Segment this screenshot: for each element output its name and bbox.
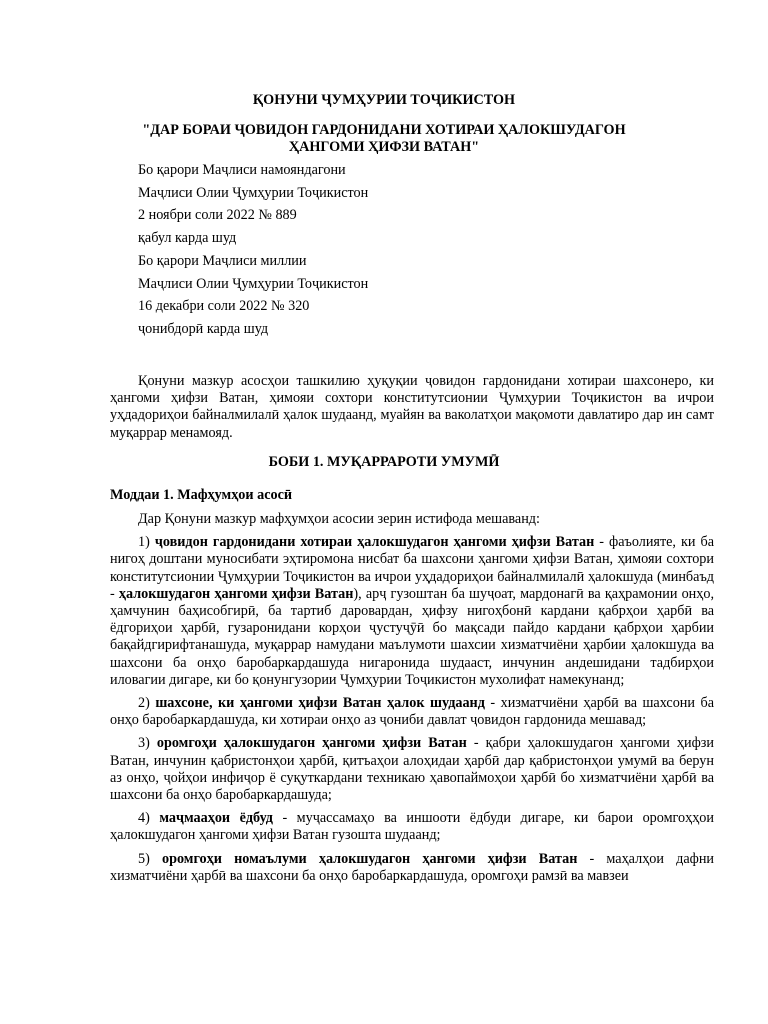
definition-number: 4): [138, 810, 150, 827]
law-title: ҚОНУНИ ҶУМҲУРИИ ТОҶИКИСТОН: [252, 92, 516, 108]
law-subtitle: "ДАР БОРАИ ҶОВИДОН ГАРДОНИДАНИ ХОТИРАИ ҲАЛОКШУДАГОН ҲАНГОМИ ҲИФЗИ ВАТАН": [142, 122, 626, 156]
definition-item: [110, 810, 714, 844]
definition-item: [110, 695, 714, 729]
definition-text: ), арҷ гузоштан ба шуҷоат, мардонагӣ ва қаҳрамонии онҳо, ҳамчунин баҳисобгирӣ, ба тартиб даровардан, ҳифзу нигоҳбонӣ кардани қабрҳои ҳарбӣ ва ёдгориҳои ҳарбӣ, гузаронидани корҳои ҷустуҷӯӣ бо мақсади пайдо кардани қабрҳои ҳарбии бақайдгирифтанашуда, муқаррар намудани маълумоти шахсии хизматчиёни ҳарбии ҳалокшуда ва шахсони ба онҳо баробаркардашуда нигаронида шудааст, инчунин андешидани тадбирҳои иловагии дигаре, ки бо қонунгузории Ҷумҳурии Тоҷикистон мухолифат намекунанд;: [110, 585, 714, 688]
article-heading: Моддаи 1. Мафҳумҳои асосӣ: [110, 487, 293, 503]
definition-text: - маҳалҳои дафни хизматчиёни ҳарбӣ ва шахсони ба онҳо баробаркардашуда, оромгоҳи рамзӣ ва мавзеи: [110, 850, 715, 884]
preamble-text: Қонуни мазкур асосҳои ташкилию ҳуқуқии ҷовидон гардонидани хотираи шахсонеро, ки ҳангоми ҳифзи Ватан, ҳимояи сохтори конститутсионии Ҷумҳурии Тоҷикистон ва ичрои уҳдадориҳои байналмилалӣ ҳалок шудаанд, муайян ва ваколатҳои мақомоти давлатиро дар ин самт муқаррар менамояд.: [110, 373, 714, 441]
adoption-line: Маҷлиси Олии Ҷумҳурии Тоҷикистон: [138, 275, 369, 292]
adoption-line: қабул карда шуд: [138, 230, 237, 247]
definition-item: [110, 534, 714, 689]
definition-text: - муҷассамаҳо ва иншооти ёдбуди дигаре, ки барои оромгоҳҳои ҳалокшудагон ҳангоми ҳифзи Ватан гузошта шудаанд;: [110, 810, 714, 844]
definition-text: - қабри ҳалокшудагон ҳангоми ҳифзи Ватан, инчунин қабристонҳои ҳарбӣ, қитъаҳои алоҳидаи ҳарбӣ дар қабристонҳои умумӣ ва берун аз онҳо, ҷойҳои инфиҷор ё суқуткардани техникаю ҳавопаймоҳои ҳарбӣ бо хизматчиёни ҳарбӣ ва шахсони ба онҳо баробаркардашуда;: [110, 735, 714, 804]
adoption-line: Маҷлиси Олии Ҷумҳурии Тоҷикистон: [138, 184, 369, 201]
definition-number: 2): [138, 695, 150, 712]
definition-text: - фаъолияте, ки ба нигоҳ доштани муносибати эҳтиромона нисбат ба шахсони ҳангоми ҳифзи Ватан, ҳимояи сохтори конститутсионии Ҷумҳурии Тоҷикистон ва ичрои уҳдадориҳои байналмилалӣ ҳалокшуда (минбаъд -: [110, 534, 715, 602]
adoption-line: Бо қарори Маҷлиси намояндагони: [138, 162, 346, 178]
article-body: [110, 511, 714, 891]
definition-term: ҷовидон гардонидани хотираи ҳалокшудагон ҳангоми ҳифзи Ватан: [154, 534, 595, 551]
definition-term: оромгоҳи номаълуми ҳалокшудагон ҳангоми ҳифзи Ватан: [162, 850, 578, 867]
definition-term: шахсоне, ки ҳангоми ҳифзи Ватан ҳалок шудаанд: [155, 695, 485, 712]
definition-text: - хизматчиёни ҳарбӣ ва шахсони ба онҳо баробаркардашуда, ки хотираи онҳо аз ҷониби давлат ҷовидон гардонида мешавад;: [110, 695, 714, 729]
adoption-block: [138, 162, 698, 344]
adoption-line: 2 ноябри соли 2022 № 889: [138, 207, 297, 224]
definition-number: 1): [138, 534, 150, 551]
definition-inner-term: ҳалокшудагон ҳангоми ҳифзи Ватан: [118, 585, 354, 602]
chapter-heading: БОБИ 1. МУҚАРРАРОТИ УМУМӢ: [268, 454, 500, 470]
definition-term: маҷмааҳои ёдбуд: [159, 810, 273, 827]
definition-number: 3): [138, 735, 150, 752]
article-intro: Дар Қонуни мазкур мафҳумҳои асосии зерин истифода мешаванд:: [138, 511, 540, 527]
definition-number: 5): [138, 850, 150, 867]
definition-term: оромгоҳи ҳалокшудагон ҳангоми ҳифзи Ватан: [156, 735, 467, 752]
adoption-line: Бо қарори Маҷлиси миллии: [138, 252, 307, 269]
preamble: [110, 373, 714, 448]
adoption-line: 16 декабри соли 2022 № 320: [138, 298, 310, 315]
definition-item: [110, 735, 714, 804]
definition-item: [110, 851, 714, 885]
adoption-line: ҷонибдорӣ карда шуд: [138, 320, 269, 337]
